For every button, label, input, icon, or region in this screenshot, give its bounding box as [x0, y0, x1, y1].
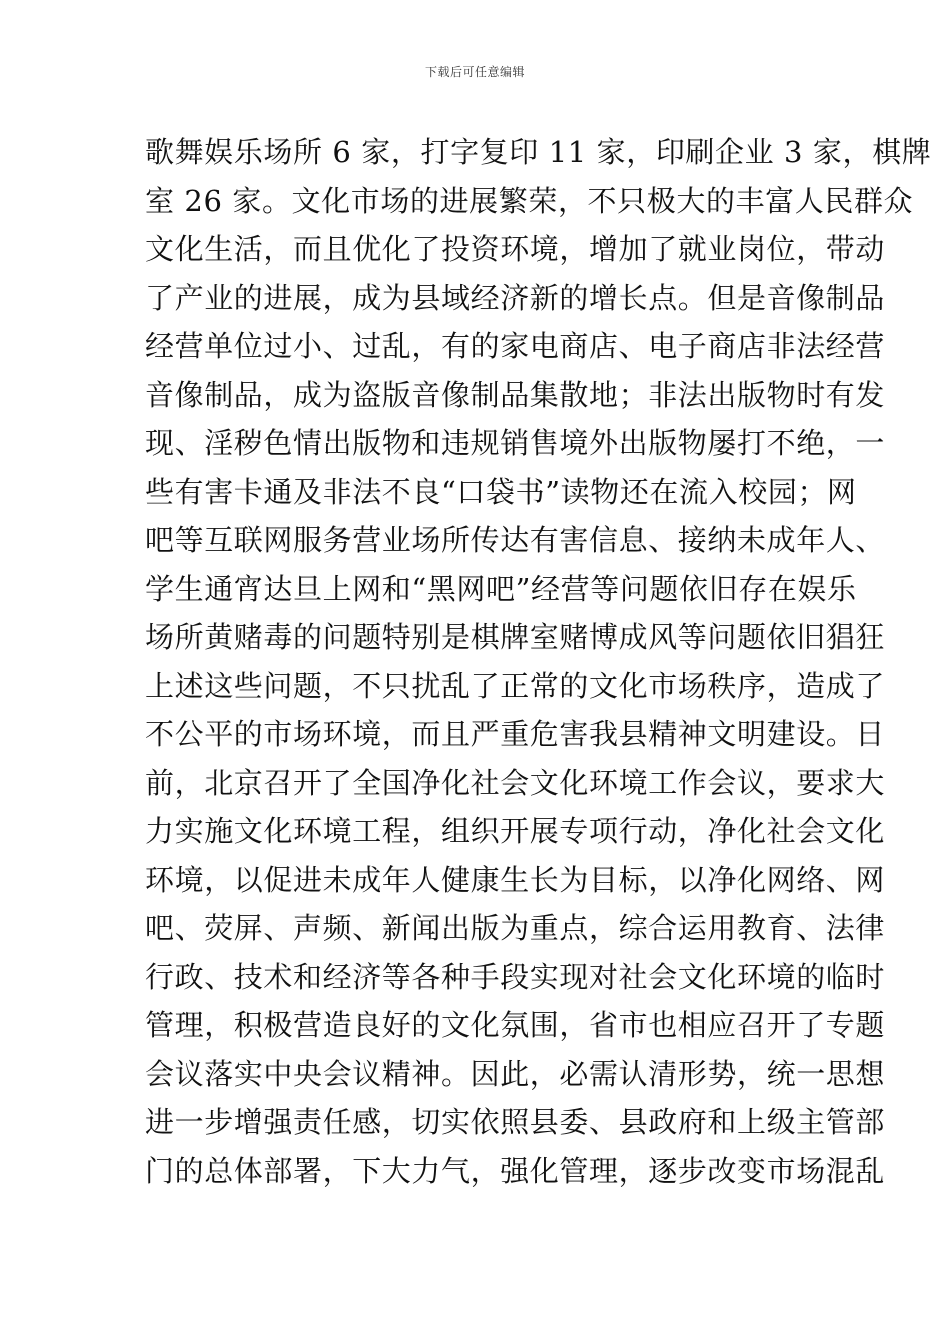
- text-line: 不公平的市场环境，而且严重危害我县精神文明建设。日: [145, 717, 886, 751]
- text-line: 前，北京召开了全国净化社会文化环境工作会议，要求大: [145, 765, 886, 800]
- text-line: 学生通宵达旦上网和“黑网吧”经营等问题依旧存在娱乐: [145, 571, 857, 606]
- text-line: 吧、荧屏、声频、新闻出版为重点，综合运用教育、法律: [145, 911, 886, 945]
- text-line: 会议落实中央会议精神。因此，必需认清形势，统一思想: [145, 1056, 886, 1091]
- text-line: 行政、技术和经济等各种手段实现对社会文化环境的临时: [145, 959, 886, 994]
- text-line: 文化生活，而且优化了投资环境，增加了就业岗位，带动: [145, 232, 886, 266]
- text-line: 室 26 家。文化市场的进展繁荣，不只极大的丰富人民群众: [145, 183, 914, 218]
- text-line: 歌舞娱乐场所 6 家，打字复印 11 家，印刷企业 3 家，棋牌: [145, 135, 932, 169]
- text-line: 管理，积极营造良好的文化氛围，省市也相应召开了专题: [145, 1008, 886, 1042]
- text-line: 了产业的进展，成为县域经济新的增长点。但是音像制品: [145, 280, 886, 315]
- text-line: 现、淫秽色情出版物和违规销售境外出版物屡打不绝，一: [145, 426, 886, 460]
- body-text: [145, 128, 932, 1195]
- page-header-note: 下载后可任意编辑: [424, 65, 525, 79]
- text-line: 环境，以促进未成年人健康生长为目标，以净化网络、网: [145, 862, 886, 897]
- text-line: 力实施文化环境工程，组织开展专项行动，净化社会文化: [145, 814, 886, 848]
- text-line: 上述这些问题，不只扰乱了正常的文化市场秩序，造成了: [145, 668, 886, 703]
- text-line: 些有害卡通及非法不良“口袋书”读物还在流入校园；网: [145, 474, 857, 509]
- text-line: 场所黄赌毒的问题特别是棋牌室赌博成风等问题依旧猖狂: [145, 620, 886, 654]
- text-line: 进一步增强责任感，切实依照县委、县政府和上级主管部: [145, 1105, 886, 1139]
- text-line: 音像制品，成为盗版音像制品集散地；非法出版物时有发: [145, 377, 886, 412]
- text-line: 门的总体部署，下大力气，强化管理，逐步改变市场混乱: [145, 1153, 886, 1188]
- text-line: 吧等互联网服务营业场所传达有害信息、接纳未成年人、: [145, 523, 886, 557]
- text-line: 经营单位过小、过乱，有的家电商店、电子商店非法经营: [145, 329, 886, 363]
